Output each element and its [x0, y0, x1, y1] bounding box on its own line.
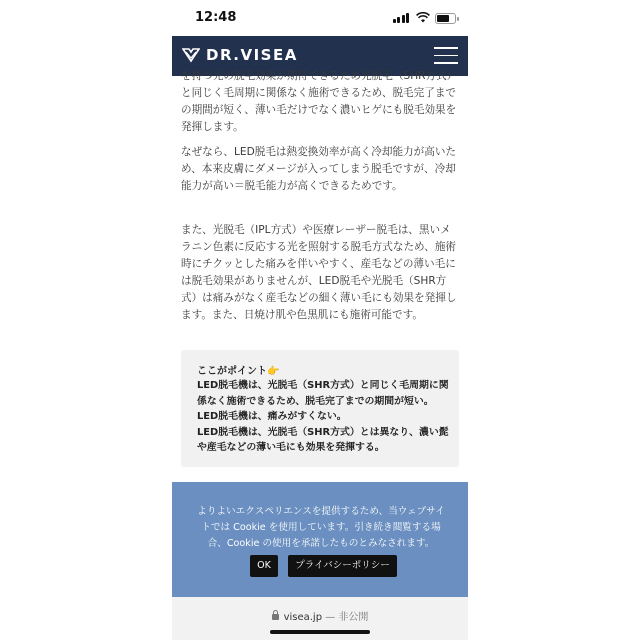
url-display[interactable]: [172, 608, 468, 623]
logo-mark-icon: [182, 47, 200, 63]
cookie-text: よりよいエクスペリエンスを提供するため、当ウェブサイトでは Cookie を使用しています。引き続き閲覧する場合、Cookie の使用を承諾したものとみなされます。: [197, 506, 445, 549]
logo-text: DR.VISEA: [206, 46, 298, 64]
point-title: ここがポイント👉: [197, 366, 280, 377]
article-paragraph: を持つ光の脱毛効果が期待できるため光脱毛（SHR方式）と同じく毛周期に関係なく施術できるため、脱毛完了までの期間が短く、薄い毛だけでなく濃いヒゲにも脱毛効果を発揮します。: [181, 70, 458, 133]
signal-icon: [393, 13, 410, 23]
point-line: LED脱毛機は、光脱毛（SHR方式）と同じく毛周期に関係なく施術できるため、脱毛完了までの期間が短い。: [197, 380, 449, 407]
point-box: [181, 350, 459, 467]
battery-icon: [435, 13, 456, 24]
point-lines: [197, 378, 449, 456]
cookie-ok-button[interactable]: OK: [250, 555, 278, 577]
article-paragraph: なぜなら、LED脱毛は熱変換効率が高く冷却能力が高いため、本来皮膚にダメージが入ってしまう脱毛ですが、冷却能力が高い＝脱毛能力が高くできるためです。: [181, 146, 457, 192]
lock-icon: [272, 614, 279, 620]
article-paragraph: また、光脱毛（IPL方式）や医療レーザー脱毛は、黒いメラニン色素に反応する光を照射する脱毛方式なため、施術時にチクッとした痛みを伴いやすく、産毛などの薄い毛には脱毛効果がありませんが、LED脱毛や光脱毛（SHR方式）は痛みがなく産毛などの細く薄い毛にも効果を発揮します。また、日焼け肌や色黒肌にも施術可能です。: [181, 224, 457, 321]
hamburger-icon[interactable]: [434, 47, 458, 65]
privacy-policy-button[interactable]: プライバシーポリシー: [288, 555, 397, 577]
site-logo[interactable]: [182, 46, 298, 64]
phone-screen: [172, 0, 468, 640]
browser-url-bar[interactable]: [172, 597, 468, 640]
wifi-icon: [416, 12, 430, 23]
url-domain: visea.jp: [283, 612, 323, 623]
point-line: LED脱毛機は、痛みがすくない。: [197, 411, 347, 422]
cookie-banner: [172, 482, 468, 597]
home-indicator[interactable]: [270, 630, 370, 634]
url-privacy-label: — 非公開: [325, 612, 369, 623]
status-bar: [172, 0, 468, 36]
point-line: LED脱毛機は、光脱毛（SHR方式）とは異なり、濃い髭や産毛などの薄い毛にも効果を発揮する。: [197, 426, 449, 453]
status-time: 12:48: [195, 10, 237, 25]
